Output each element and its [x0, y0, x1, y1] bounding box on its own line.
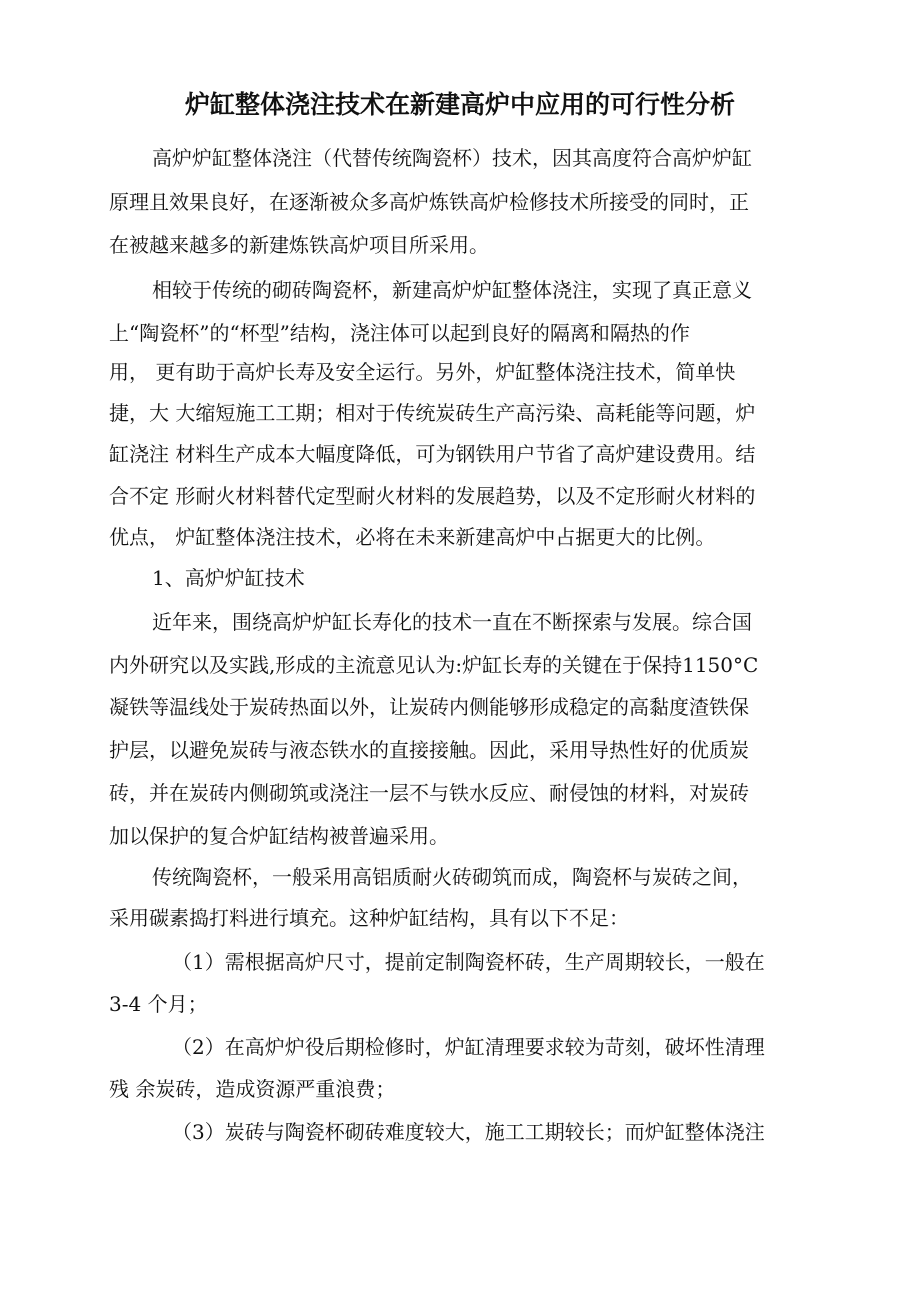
paragraph-line: 优点， 炉缸整体浇注技术，必将在未来新建高炉中占据更大的比例。 — [109, 525, 716, 549]
paragraph-line: 砖，并在炭砖内侧砌筑或浇注一层不与铁水反应、耐侵蚀的材料，对炭砖 — [109, 781, 749, 805]
list-item-line: 残 余炭砖，造成资源严重浪费； — [109, 1077, 396, 1101]
paragraph-line: 采用碳素捣打料进行填充。这种炉缸结构，具有以下不足： — [109, 906, 629, 930]
paragraph-line: 缸浇注 材料生产成本大幅度降低，可为钢铁用户节省了高炉建设费用。结 — [109, 442, 756, 466]
list-item-line: （2）在高炉炉役后期检修时，炉缸清理要求较为苛刻，破坏性清理 — [172, 1035, 765, 1059]
paragraph-line: 在被越来越多的新建炼铁高炉项目所采用。 — [109, 233, 489, 257]
paragraph-line: 加以保护的复合炉缸结构被普遍采用。 — [109, 824, 449, 848]
section-heading: 1、高炉炉缸技术 — [152, 566, 305, 590]
paragraph-line: 合不定 形耐火材料替代定型耐火材料的发展趋势，以及不定形耐火材料的 — [109, 484, 756, 508]
list-item-line: 3-4 个月； — [109, 992, 208, 1016]
paragraph-line: 相较于传统的砌砖陶瓷杯，新建高炉炉缸整体浇注，实现了真正意义 — [152, 278, 752, 302]
paragraph-line: 护层，以避免炭砖与液态铁水的直接接触。因此，采用导热性好的优质炭 — [109, 738, 749, 762]
list-item-line: （3）炭砖与陶瓷杯砌砖难度较大，施工工期较长；而炉缸整体浇注 — [172, 1120, 765, 1144]
paragraph-line: 原理且效果良好，在逐渐被众多高炉炼铁高炉检修技术所接受的同时，正 — [109, 190, 749, 214]
paragraph-line: 传统陶瓷杯，一般采用高铝质耐火砖砌筑而成，陶瓷杯与炭砖之间， — [152, 865, 752, 889]
paragraph-line: 上“陶瓷杯”的“杯型”结构，浇注体可以起到良好的隔离和隔热的作 — [109, 321, 690, 345]
paragraph-line: 用， 更有助于高炉长寿及安全运行。另外，炉缸整体浇注技术，简单快 — [109, 360, 736, 384]
document-title: 炉缸整体浇注技术在新建高炉中应用的可行性分析 — [184, 90, 735, 119]
paragraph-line: 近年来，围绕高炉炉缸长寿化的技术一直在不断探索与发展。综合国 — [152, 610, 752, 634]
paragraph-line: 捷，大 大缩短施工工期；相对于传统炭砖生产高污染、高耗能等问题，炉 — [109, 401, 756, 425]
paragraph-line: 高炉炉缸整体浇注（代替传统陶瓷杯）技术，因其高度符合高炉炉缸 — [152, 146, 752, 170]
list-item-line: （1）需根据高炉尺寸，提前定制陶瓷杯砖，生产周期较长，一般在 — [172, 950, 765, 974]
paragraph-line: 凝铁等温线处于炭砖热面以外，让炭砖内侧能够形成稳定的高黏度渣铁保 — [109, 695, 749, 719]
paragraph-line: 内外研究以及实践,形成的主流意见认为:炉缸长寿的关键在于保持1150°C — [109, 653, 759, 677]
